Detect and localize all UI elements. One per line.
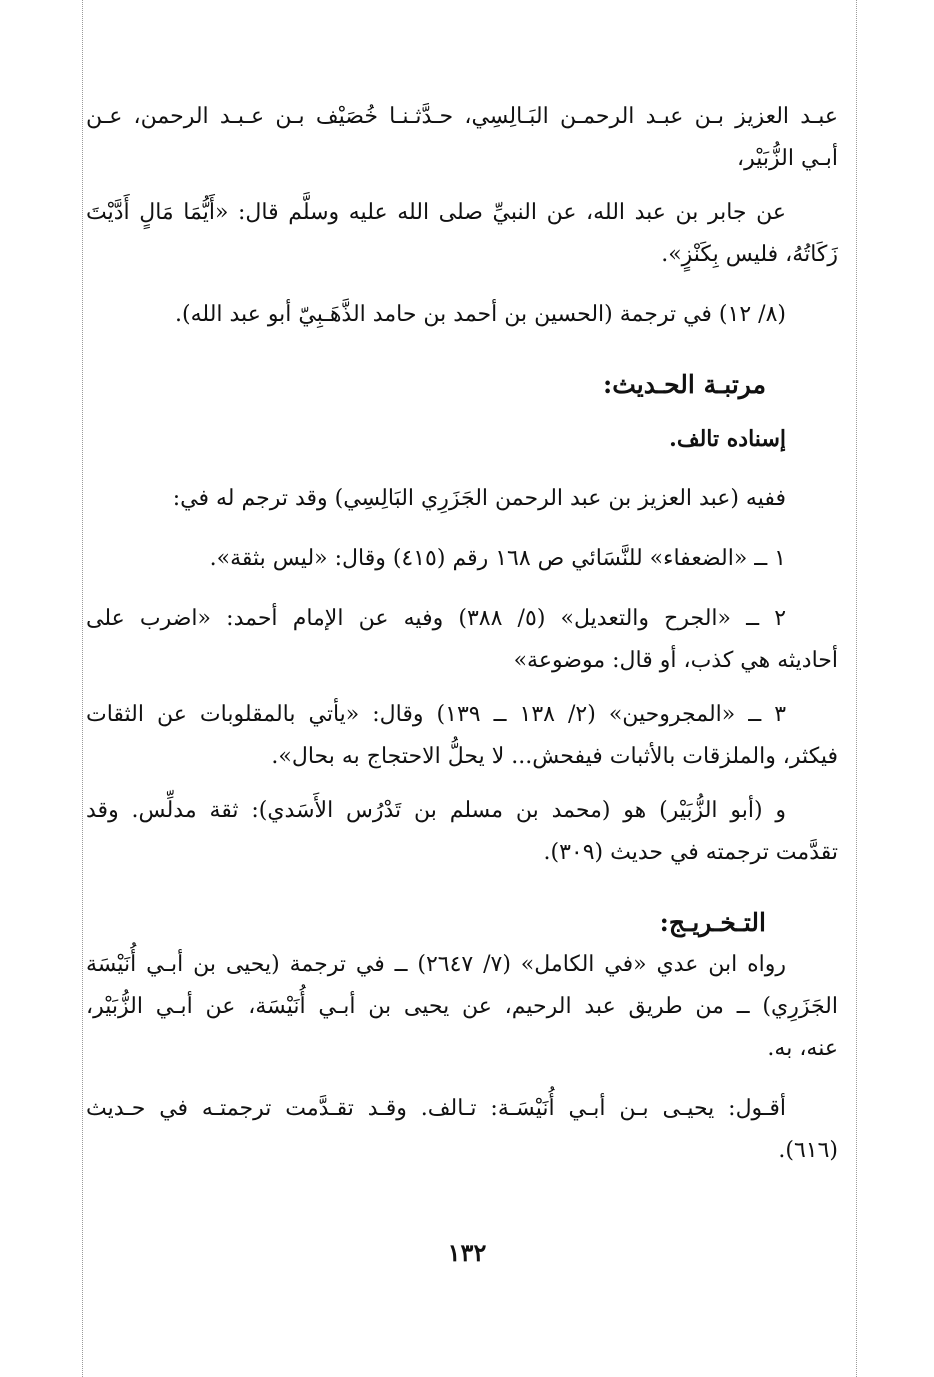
text-line: الجَزَرِي) ــ من طريق عبد الرحيم، عن يحيى بن أبـي أُنَيْسَة، عن أبـي الزُّبَيْر،	[86, 994, 838, 1019]
text-line: عبـد العزيز بـن عبـد الرحمـن البَـالِسِي، حـدَّثـنـا خُصَيْف بـن عـبـد الرحمن، عـن	[86, 104, 838, 129]
text-line: أقـول: يحيـى بـن أبـي أُنَيْسَـة: تـالف. وقـد تقـدَّمت ترجمتـه في حـديث	[86, 1096, 786, 1121]
text-line: رواه ابن عدي «في الكامل» (٧/ ٢٦٤٧) ــ في ترجمة (يحيى بن أبـي أُنَيْسَة	[86, 952, 786, 977]
list-item: ٢ ــ «الجرح والتعديل» (٥/ ٣٨٨) وفيه عن الإمام أحمد: «اضرب على	[86, 606, 787, 631]
right-margin-line	[856, 0, 857, 1377]
hadith-text-line: زَكَاتُهُ، فليس بِكَنْزٍ».	[661, 242, 838, 267]
text-line: أبـي الزُّبَيْر،	[737, 146, 838, 171]
page-number: ١٣٢	[447, 1238, 487, 1267]
source-reference: (٨/ ١٢) في ترجمة (الحسين بن أحمد بن حامد الذَّهَـبِيّ أبو عبد الله).	[175, 302, 786, 327]
ruling-text: إسناده تالف.	[669, 426, 786, 452]
document-body	[86, 96, 838, 1172]
list-item: ٣ ــ «المجروحين» (٢/ ١٣٨ ــ ١٣٩) وقال: «يأتي بالمقلوبات عن الثقات	[86, 702, 787, 727]
list-item-continuation: فيكثر، والملزقات بالأثبات فيفحش... لا يحلُّ الاحتجاج به بحال».	[271, 744, 838, 769]
section-heading-takhrij: التـخـريـج:	[659, 908, 766, 937]
text-line: عنه، به.	[767, 1036, 838, 1061]
list-item-continuation: أحاديثه هي كذب، أو قال: موضوعة»	[513, 648, 838, 673]
list-item: ١ ــ «الضعفاء» للنَّسَائي ص ١٦٨ رقم (٤١٥) وقال: «ليس بثقة».	[209, 546, 786, 571]
text-line: (٦١٦).	[778, 1138, 838, 1163]
text-line: و (أبو الزُّبَيْر) هو (محمد بن مسلم بن تَدْرُس الأَسَدي): ثقة مدلِّس. وقد	[86, 798, 786, 823]
text-line: ففيه (عبد العزيز بن عبد الرحمن الجَزَرِي البَالِسِي) وقد ترجم له في:	[172, 486, 786, 511]
text-line: تقدَّمت ترجمته في حديث (٣٠٩).	[543, 840, 838, 865]
hadith-text-line: عن جابر بن عبد الله، عن النبيِّ صلى الله عليه وسلَّم قال: «أَيُّمَا مَالٍ أَدَّيْتَ	[86, 200, 786, 225]
left-margin-line	[82, 0, 83, 1377]
section-heading-hadith-rank: مرتبـة الحـديث:	[602, 370, 766, 399]
